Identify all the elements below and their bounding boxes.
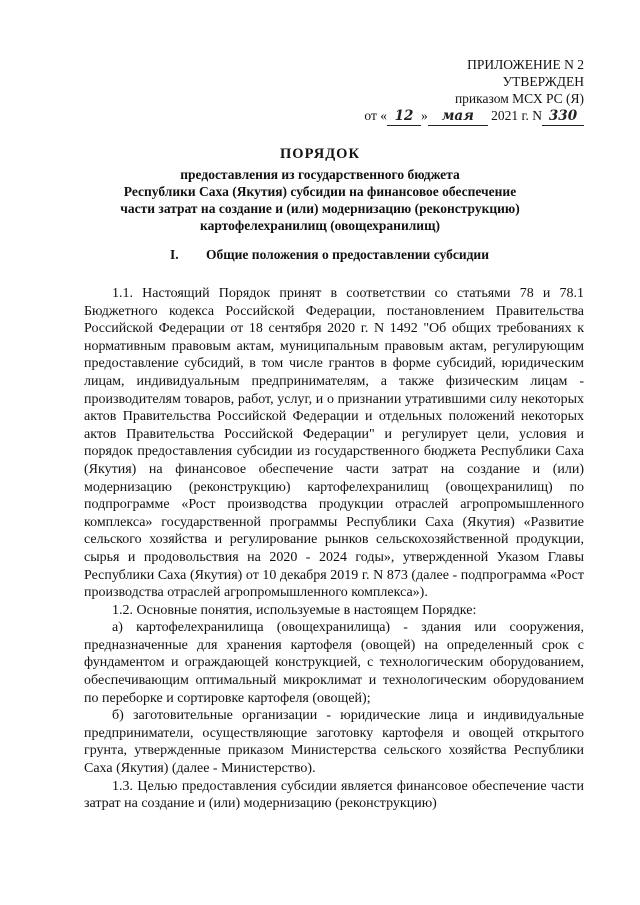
date-line <box>364 107 584 126</box>
appendix-label: ПРИЛОЖЕНИЕ N 2 <box>467 57 584 72</box>
paragraph-1-3: 1.3. Целью предоставления субсидии является финансовое обеспечение части затрат на создание и (или) модернизацию (реконструкцию) <box>84 778 584 812</box>
order-label: приказом МСХ РС (Я) <box>454 91 584 106</box>
section-title: Общие положения о предоставлении субсидии <box>206 247 489 262</box>
paragraph-1-2: 1.2. Основные понятия, используемые в настоящем Порядке: <box>112 602 477 618</box>
date-day: 12 <box>387 108 421 126</box>
document-header <box>364 56 584 126</box>
title-line-3: части затрат на создание и (или) модернизацию (реконструкцию) <box>120 201 520 216</box>
paragraph-1-2-a: а) картофелехранилища (овощехранилища) - здания или сооружения, предназначенные для хранения картофеля (овощей) на определенный срок с фундаментом и ограждающей конструкцией, с технологическим оборудованием, обеспечивающим оптимальный микроклимат и технологическим оборудованием по переборке и сортировке картофеля (овощей); <box>84 620 584 706</box>
date-mid: » <box>420 108 428 123</box>
title-line-1: предоставления из государственного бюджета <box>180 167 460 182</box>
document-body <box>84 285 584 813</box>
date-month: мая <box>428 108 488 126</box>
section-number: I. <box>170 247 179 262</box>
date-prefix: от « <box>364 108 387 123</box>
paragraph-1-1: 1.1. Настоящий Порядок принят в соответствии со статьями 78 и 78.1 Бюджетного кодекса Российской Федерации, постановлением Правительства Российской Федерации от 18 сентября 2020 г. N 1492 "Об общих требованиях к нормативным правовым актам, муниципальным правовым актам, регулирующим предоставление субсидий, в том числе грантов в форме субсидий, юридическим лицам, индивидуальным предпринимателям, а также физическим лицам - производителям товаров, работ, услуг, и о признании утратившими силу некоторых актов Правительства Российской Федерации и отдельных положений некоторых актов Правительства Российской Федерации" и регулирует цели, условия и порядок предоставления субсидии из государственного бюджета Республики Саха (Якутия) на финансовое обеспечение части затрат на создание и (или) модернизацию (реконструкцию) картофелехранилищ (овощехранилищ) по подпрограмме «Рост производства продукции отраслей агропромышленного комплекса» государственной программы Республики Саха (Якутия) «Развитие сельского хозяйства и регулирование рынков сельскохозяйственной продукции, сырья и продовольствия на 2020 - 2024 годы», утвержденной Указом Главы Республики Саха (Якутия) от 10 декабря 2019 г. N 873 (далее - подпрограмма «Рост производства отраслей агропромышленного комплекса»). <box>84 286 584 601</box>
paragraph-1-2-b: б) заготовительные организации - юридические лица и индивидуальные предприниматели, осуществляющие заготовку картофеля и овощей открытого грунта, утвержденные приказом Министерства сельского хозяйства Республики Саха (Якутия) (далее - Министерство). <box>84 708 584 777</box>
title-line-2: Республики Саха (Якутия) субсидии на финансовое обеспечение <box>123 184 517 199</box>
approved-label: УТВЕРЖДЕН <box>502 74 584 89</box>
title-line-4: картофелехранилищ (овощехранилищ) <box>200 218 440 233</box>
section-heading <box>170 247 489 263</box>
date-year: 2021 г. N <box>491 108 542 123</box>
document-number: 330 <box>542 108 584 126</box>
document-title: ПОРЯДОК <box>280 146 360 162</box>
